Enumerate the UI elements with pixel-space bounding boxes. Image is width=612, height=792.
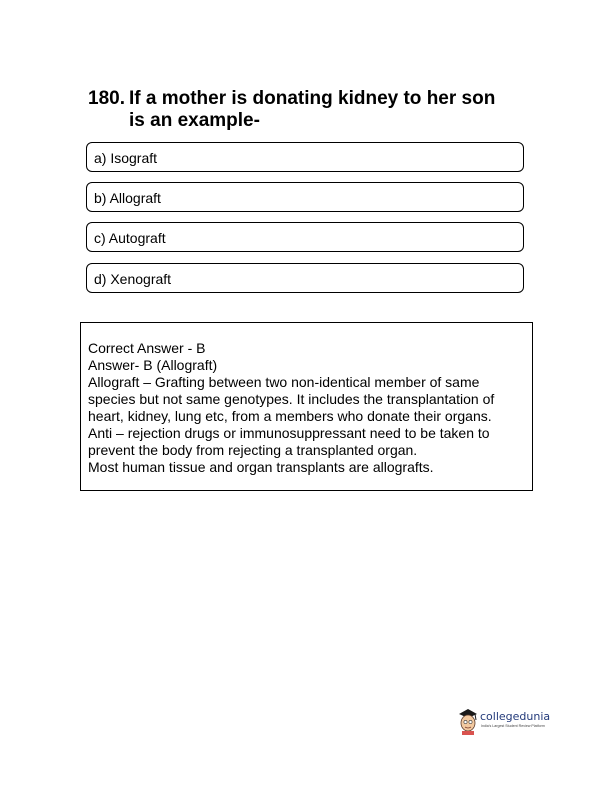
question-number: 180. [88,88,125,109]
answer-line: Answer- B (Allograft) [88,357,218,373]
option-a[interactable]: a) Isograft [86,142,524,172]
explanation-line: species but not same genotypes. It includes the transplantation of [88,391,495,407]
mascot-icon [457,707,479,735]
explanation-line: Allograft – Grafting between two non-identical member of same [88,374,480,390]
question-line-2: is an example- [129,110,260,131]
brand-tagline: India's Largest Student Review Platform [481,724,545,728]
collegedunia-logo [457,707,597,735]
explanation-line: heart, kidney, lung etc, from a members who donate their organs. [88,408,492,424]
brand-name: collegedunia [480,710,551,723]
option-d[interactable]: d) Xenograft [86,263,524,293]
explanation-line: Anti – rejection drugs or immunosuppressant need to be taken to [88,425,490,441]
question-line-1: If a mother is donating kidney to her son [129,88,496,109]
correct-answer-line: Correct Answer - B [88,340,206,356]
question-text [88,88,528,132]
option-b[interactable]: b) Allograft [86,182,524,212]
answer-explanation-box [80,322,533,491]
explanation-line: Most human tissue and organ transplants are allografts. [88,459,434,475]
option-c[interactable]: c) Autograft [86,222,524,252]
explanation-line: prevent the body from rejecting a transplanted organ. [88,442,418,458]
